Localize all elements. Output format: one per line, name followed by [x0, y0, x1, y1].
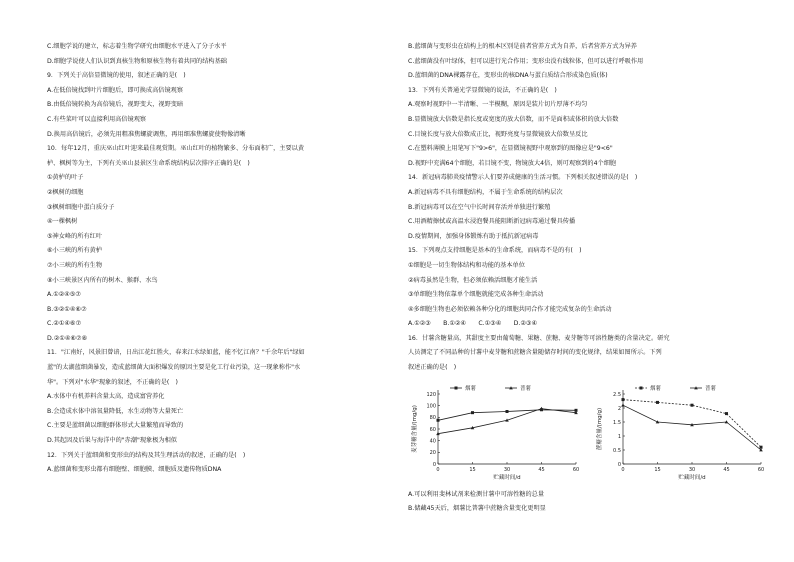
- text-line: 叙述正确的是( ): [408, 364, 457, 372]
- y-tick-label: 40: [429, 438, 436, 445]
- data-point: [725, 412, 728, 415]
- x-tick-label: 30: [688, 466, 696, 473]
- text-line: B.储藏45天后，烟薯比普薯中蔗糖含量变化更明显: [408, 505, 546, 513]
- text-line: A.可以利用斐林试剂来检测甘薯中可溶性糖的总量: [408, 490, 545, 498]
- text-line: ③单细胞生物依靠单个细胞就能完成各种生命活动: [408, 291, 544, 299]
- text-line: C.在塑料薄膜上用笔写下"9>6"，在显微镜视野中观察到的图像应是"9<6": [408, 145, 613, 153]
- maltose-chart: [408, 378, 583, 492]
- series-line-1: [623, 405, 761, 450]
- text-line: ⑦小三峡的所有生物: [47, 261, 103, 269]
- text-line: C.细胞学说的建立，标志着生物学研究由细胞水平进入了分子水平: [47, 43, 227, 50]
- y-tick-label: 80: [429, 414, 436, 421]
- text-line: C.目镜长度与放大倍数成正比，视野亮度与显微镜放大倍数呈反比: [408, 130, 588, 138]
- text-line: 16．甘薯含糖量高，其甜度主要由葡萄糖、果糖、蔗糖、麦芽糖等可溶性糖类的含量决定。研究: [408, 334, 670, 342]
- data-point: [622, 398, 625, 401]
- text-line: 14．新冠病毒肺炎疫情警示人们要养成健康的生活习惯。下列相关叙述错误的是( ): [408, 174, 638, 182]
- right-question-lines: [408, 40, 770, 376]
- legend-label: 烟薯: [650, 385, 662, 392]
- legend-marker: [640, 386, 643, 389]
- y-axis-label: 蔗糖含量/(mg/g): [597, 407, 603, 450]
- text-line: ⑤神女峰的所有红叶: [47, 232, 103, 240]
- legend-label: 烟薯: [465, 385, 477, 392]
- text-line: D.疫情期间，加强身体锻炼有助于抵抗新冠病毒: [408, 232, 539, 240]
- sucrose-chart-svg: [593, 378, 768, 488]
- maltose-chart-svg: [408, 378, 583, 488]
- y-tick-label: 1.5: [613, 419, 621, 426]
- y-axis-label: 麦芽糖含量/(mg/g): [412, 404, 418, 453]
- text-line: B.蓝细菌与变形虫在结构上的根本区别是前者营养方式为自养，后者营养方式为异养: [408, 43, 637, 50]
- text-line: A.在低倍镜找到叶片细胞后，即可换成高倍镜观察: [47, 86, 184, 94]
- text-line: B.由低倍镜转换为高倍镜后，视野变大，视野变暗: [47, 101, 184, 109]
- text-line: 13．下列有关普通光学显微镜的说法，不正确的是( ): [408, 86, 557, 94]
- y-tick-label: 2.5: [613, 391, 621, 398]
- y-tick-label: 0: [432, 461, 436, 468]
- text-line: B.显微镜放大倍数是指长度或宽度的放大倍数，而不是面积或体积的放大倍数: [408, 115, 619, 123]
- data-point: [471, 411, 474, 414]
- text-line: A.①②③ B.①②④ C.①③④ D.②③④: [408, 320, 538, 328]
- x-tick-label: 60: [757, 466, 765, 473]
- text-line: 华"。下列对"水华"现象的叙述，不正确的是( ): [47, 378, 178, 386]
- x-axis-label: 贮藏时间/d: [678, 474, 706, 481]
- right-column: [408, 40, 770, 517]
- text-line: 15．下列观点支持细胞是基本的生命系统，而病毒不是的有( ): [408, 247, 582, 255]
- data-point: [506, 410, 509, 413]
- x-axis-label: 贮藏时间/d: [493, 474, 521, 481]
- legend-marker: [455, 386, 458, 389]
- text-line: 11．"江南好，风景旧曾谙，日出江花红胜火，春来江水绿如蓝，能不忆江南？"千余年后"绿如: [47, 349, 305, 357]
- text-line: B.新冠病毒可以在空气中长时间存活并单独进行繁殖: [408, 203, 551, 211]
- text-line: 9．下列关于高倍显微镜的使用，叙述正确的是( ): [47, 72, 186, 80]
- text-line: ①黄栌的叶子: [47, 174, 84, 182]
- x-tick-label: 30: [503, 466, 511, 473]
- y-tick-label: 100: [426, 403, 436, 410]
- text-line: C.②①④⑥⑦: [47, 320, 82, 328]
- text-line: D.②①④⑥⑦⑧: [47, 334, 88, 342]
- y-tick-label: 0: [617, 461, 621, 468]
- y-tick-label: 120: [426, 391, 436, 398]
- text-line: B.③②①④⑥⑦: [47, 305, 87, 313]
- text-line: 12．下列关于蓝细菌和变形虫的结构及其生理活动的叙述，正确的是( ): [47, 451, 246, 459]
- data-point: [621, 403, 625, 406]
- x-tick-label: 15: [654, 466, 661, 473]
- left-column: [47, 40, 409, 478]
- text-line: A.观察时视野中一半清晰、一半模糊，原因是装片切片厚薄不均匀: [408, 101, 588, 109]
- text-line: C.用酒精擦拭或高温水浸泡餐具能阻断新冠病毒通过餐具传播: [408, 218, 576, 226]
- text-line: C.有些菜叶可以直接利用高倍镜观察: [47, 115, 147, 123]
- x-tick-label: 45: [538, 466, 545, 473]
- text-line: 10．每年12月，重庆巫山红叶迎来最佳观赏期。巫山红叶的植物繁多、分布面积广，主要以黄: [47, 145, 305, 153]
- sugar-charts: [408, 378, 770, 488]
- text-line: 蓝"的太湖蓝细菌暴发，造成蓝细菌大面积爆发的原因主要是化工行业污染，这一现象称作"水: [47, 364, 301, 372]
- y-tick-label: 20: [429, 449, 436, 456]
- x-tick-label: 60: [572, 466, 580, 473]
- y-tick-label: 0.5: [613, 447, 621, 454]
- x-tick-label: 15: [469, 466, 476, 473]
- x-tick-label: 45: [723, 466, 730, 473]
- text-line: ④一棵枫树: [47, 218, 78, 226]
- sucrose-chart: [593, 378, 768, 492]
- text-line: B.会造成水体中溶氧量降低，水生动物等大量死亡: [47, 407, 184, 415]
- data-point: [656, 401, 659, 404]
- text-line: ⑧小三峡景区内所有的树木、猴群、水鸟: [47, 276, 158, 284]
- text-line: C.蓝细菌没有叶绿体，但可以进行光合作用；变形虫没有线粒体，但可以进行呼吸作用: [408, 57, 644, 65]
- text-line: 栌、枫树等为主，下列有关巫山县景区生命系统结构层次排序正确的是( ): [47, 159, 250, 167]
- y-tick-label: 60: [429, 426, 436, 433]
- text-line: A.①②④⑤⑦: [47, 291, 81, 299]
- text-line: ③枫树细胞中蛋白质分子: [47, 203, 115, 211]
- text-line: A.新冠病毒不具有细胞结构，不属于生命系统的结构层次: [408, 188, 563, 196]
- text-line: ②枫树的细胞: [47, 188, 84, 196]
- text-line: 人员测定了不同品种的甘薯中麦芽糖和蔗糖含量随储存时间的变化规律，结果如图所示。下列: [408, 349, 662, 357]
- legend-label: 普薯: [520, 385, 532, 392]
- text-line: A.蓝细菌和变形虫都有细胞壁、细胞膜、细胞质及遗传物质DNA: [47, 466, 222, 474]
- text-line: A.水体中有机养料含量太高，造成富营养化: [47, 393, 165, 401]
- text-line: ⑥小三峡的所有黄栌: [47, 247, 103, 255]
- text-line: D.细胞学说使人们认识到真核生物和原核生物有着共同的结构基础: [47, 57, 227, 65]
- y-tick-label: 2: [617, 405, 621, 412]
- text-line: ④多细胞生物也必须依赖各种分化的细胞共同合作才能完成复杂的生命活动: [408, 305, 612, 313]
- data-point: [691, 403, 694, 406]
- text-line: D.视野中充满64个细胞，若目镜不变，物镜放大4倍，则可观察到的4个细胞: [408, 159, 617, 167]
- text-line: D.换用高倍镜后，必须先用粗准焦螺旋调焦，再用细准焦螺旋使物像清晰: [47, 130, 246, 138]
- x-tick-label: 0: [621, 466, 625, 473]
- text-line: D.其起因及后果与海洋中的"赤潮"现象极为相似: [47, 437, 177, 445]
- text-line: ②病毒虽然是生物，但必须依赖活细胞才能生活: [408, 276, 538, 284]
- y-tick-label: 1: [617, 433, 621, 440]
- data-point: [437, 418, 440, 421]
- text-line: D.蓝细菌的DNA裸露存在，变形虫的核DNA与蛋白质结合形成染色质(体): [408, 72, 608, 80]
- x-tick-label: 0: [436, 466, 440, 473]
- legend-label: 普薯: [705, 385, 717, 392]
- right-answer-lines: [408, 488, 770, 517]
- text-line: C.主要是蓝细菌以细胞群体形式大量繁殖而导致的: [47, 422, 184, 430]
- text-line: ①细胞是一切生物体结构和功能的基本单位: [408, 261, 525, 269]
